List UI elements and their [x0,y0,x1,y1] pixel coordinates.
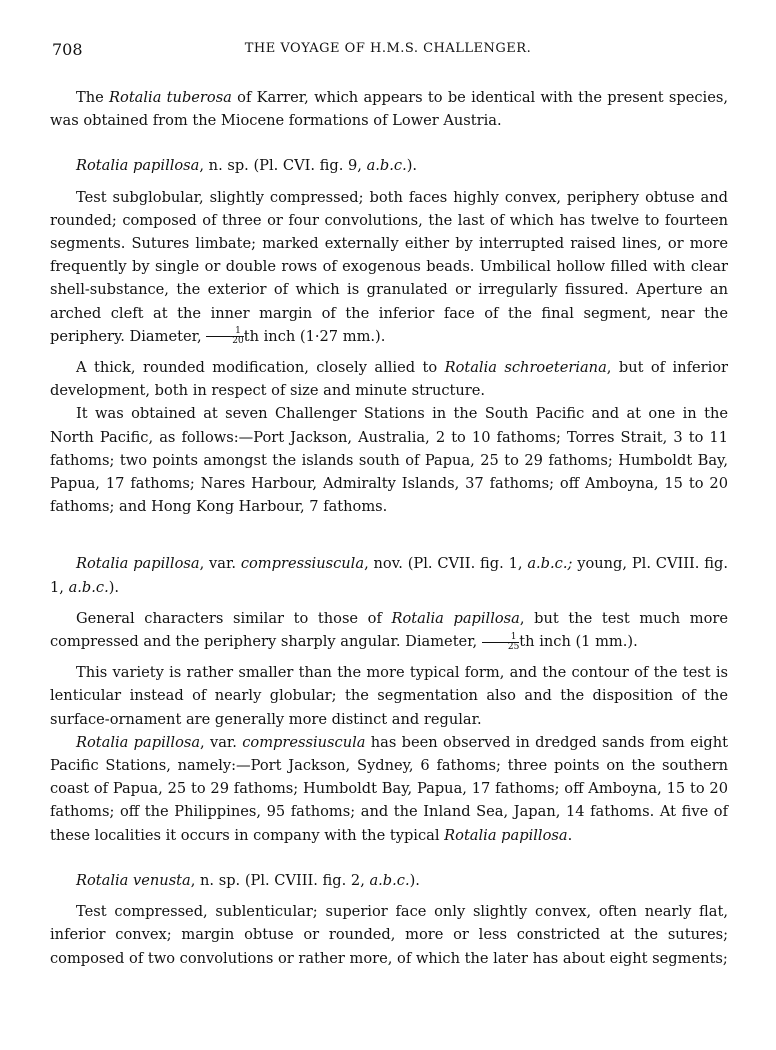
fraction: $\frac{1}{25}$ [482,633,519,652]
species-heading-rotalia-venusta: Rotalia venusta, n. sp. (Pl. CVIII. fig. 2, a.b.c.). [76,871,420,889]
paragraph-variety-form: This variety is rather smaller than the more typical form, and the contour of the test is lenticular instead of nearly globular; the segmentation also and the disposition of the surface-ornament are generally more distinct and regular. [50,664,728,728]
paragraph-description-compressiuscula: General characters similar to those of Rotalia papillosa, but the test much more compressed and the periphery sharply angular. Diameter, $\frac{1}{25}$ th inch (1 mm.). [50,609,728,652]
running-title: THE VOYAGE OF H.M.S. CHALLENGER. [244,41,532,56]
paragraph-modification: A thick, rounded modification, closely allied to Rotalia schroeteriana, but of inferior development, both in respect of size and minute structure. [50,359,729,400]
paragraph-description-papillosa: Test subglobular, slightly compressed; both faces highly convex, periphery obtuse and rounded; composed of three or four convolutions, the last of which has twelve to fourteen segments. Sutures limbate; marked externally either by interrupted raised lines, or more frequently by single or double rows of exogenous beads. Umbilical hollow filled with clear shell-substance, the exterior of which is granulated or irregularly fissured. Aperture an arched cleft at the inner margin of the inferior face of the final segment, near the periphery. Diameter, $\frac{1}{20}$ th inch (1·27 mm.). [50,188,728,347]
species-heading-rotalia-papillosa: Rotalia papillosa, n. sp. (Pl. CVI. fig. 9, a.b.c.). [76,157,418,175]
species-heading-var-compressiuscula: Rotalia papillosa, var. compressiuscula, nov. (Pl. CVII. fig. 1, a.b.c.; young, Pl. CVIII. fig. 1, a.b.c.). [50,555,728,596]
paragraph-rotalia-tuberosa: The Rotalia tuberosa of Karrer, which appears to be identical with the present species, was obtained from the Miocene formations of Lower Austria. [50,89,728,130]
article-body [50,86,728,970]
paragraph-description-venusta: Test compressed, sublenticular; superior face only slightly convex, often nearly flat, inferior convex; margin obtuse or rounded, more or less constricted at the sutures; composed of two convolutions or rather more, of which the later has about eight segments; [50,903,728,967]
paragraph-stations-papillosa: It was obtained at seven Challenger Stations in the South Pacific and at one in the North Pacific, as follows:—Port Jackson, Australia, 2 to 10 fathoms; Torres Strait, 3 to 11 fathoms; two points amongst the islands south of Papua, 25 to 29 fathoms; Humboldt Bay, Papua, 17 fathoms; Nares Harbour, Admiralty Islands, 37 fathoms; off Amboyna, 15 to 20 fathoms; and Hong Kong Harbour, 7 fathoms. [50,405,728,516]
fraction: $\frac{1}{20}$ [206,327,243,346]
paragraph-stations-compressiuscula: Rotalia papillosa, var. compressiuscula has been observed in dredged sands from eight Pacific Stations, namely:—Port Jackson, Sydney, 6 fathoms; three points on the southern coast of Papua, 25 to 29 fathoms; Humboldt Bay, Papua, 17 fathoms; off Amboyna, 15 to 20 fathoms; off the Philippines, 95 fathoms; and the Inland Sea, Japan, 14 fathoms. At five of these localities it occurs in company with the typical Rotalia papillosa. [50,733,728,844]
page-number: 708 [52,40,83,59]
running-header [0,40,776,66]
